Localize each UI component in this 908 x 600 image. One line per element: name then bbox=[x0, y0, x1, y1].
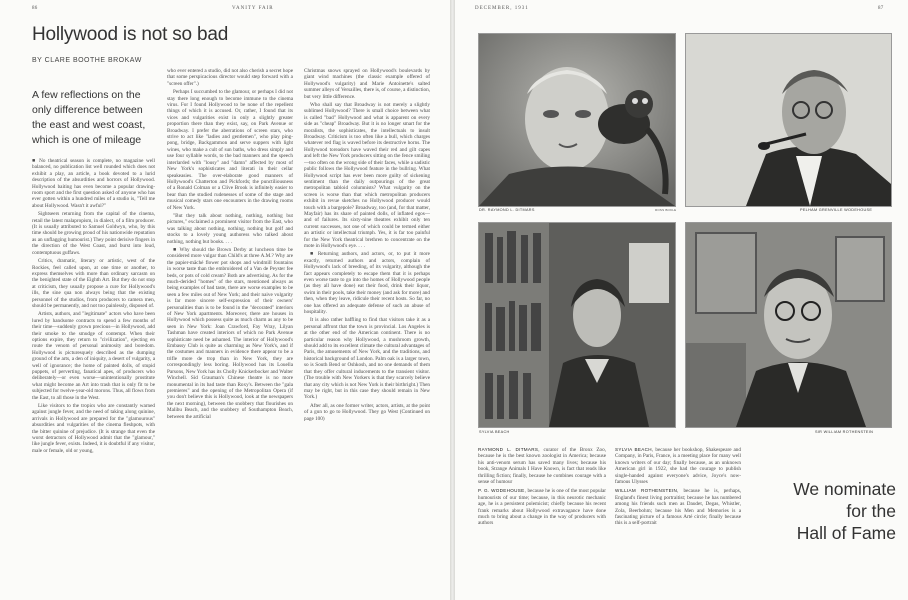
rothenstein-caption: SIR WILLIAM ROTHENSTEIN bbox=[815, 430, 874, 434]
right-running-head: DECEMBER, 1931 bbox=[475, 6, 529, 11]
wodehouse-bio-name: P. G. WODEHOUSE, bbox=[478, 488, 527, 494]
beach-bio-name: SYLVIA BEACH, bbox=[615, 447, 654, 452]
wodehouse-bio-text: because he is one of the most popular humourists of our time; because, in this neurotic mechanic age, he is a persistent polemicist; chiefly because his recent frank remarks about Hollywood extravagance have done much to bring about a change in the way of producers with authors bbox=[478, 488, 606, 527]
rothenstein-bio bbox=[615, 488, 741, 526]
bio-column-1 bbox=[478, 447, 606, 597]
left-folio-number: 86 bbox=[32, 6, 38, 11]
column-3-paragraph: Who shall say that Broadway is not merely a slightly sublimed Hollywood? There is small choice between what is called "bad" Hollywood and what is apparent on every side as "cheap" Broadway. But it is no longer smart for the moralists, the sophisticates, the intellectuals to insult Broadway. Criticism is too often like a bull, which charges whatever red flag is waved before its destructive horns. The Hollywood toreadors have waved their red and gilt capes and left the New York producers sitting on the fence smiling—too often on the wrong side of their faces, while a sadistic public follows the Hollywood feature in the bullring. What Hollywood script has ever been more guilty of sickening sentiment than the daily outpourings of the great metropolitan tabloid columnists? What vulgarity on the screen is worse than that which metropolitan producers exhibit in revue sketches no Hollywood producer would touch with a bargepole? Broadway, too (and, for that matter, Mayfair) has its share of painted dolls, of inflated egos—and of failures. Its sixty-nine theatres exhibit only ten current successes, not one of which could be termed either an artistic or intellectual triumph. Yes, it is far too painful for the New York theatrical brethren to concentrate on the mote in Hollywood's eye. . . . bbox=[304, 102, 430, 249]
wodehouse-portrait-illustration bbox=[686, 34, 891, 206]
wodehouse-bio bbox=[478, 488, 606, 526]
ditmars-bio-text: curator of the Bronx Zoo, because he is the best known zoologist in America; because his anti-venom serum has saved many lives; because his book, Strange Animals I Have Known, is fact that reads like thrilling fiction; finally, because he combines courage with a sense of humour bbox=[478, 447, 606, 486]
rothenstein-bio-text: because he is, perhaps, England's finest living portraitist; because he has numbered among his friends such men as Daudet, Degas, Whistler, Zola, Beerbohm; because his Men and Memories is a fascinating picture of a famous Arté circle; finally because this is a self-portrait bbox=[615, 488, 741, 527]
column-2-paragraph: Perhaps I succumbed to the glamour, or perhaps I did not stay there long enough to become immune to the cinema virus. For I found Hollywood to be none of the repellent things of which it is accused. Or, rather, I found that its vices and vulgarities exist in only a slightly greater proportion there than they exist, say, on Park Avenue or Broadway. I prefer the aberrations of screen stars, who strive to act like "ladies and gentlemen", who play ping-pong, bridge, Backgammon and serve suppers with light wines, who make a cult of sun baths, who dress simply and use four syllable words, to the bad manners and the speech interlarded with "lousy" and "damn" affected by most of New York's sophisticates and literati in their cellar speakeasies. The over-elaborate good manners of Hollywood's Chatterton and Pickfords; the punctiliousness of a Ronald Colman or a Clive Brook is infinitely easier to bear than the studied rudenesses of some of the stage and musical comedy stars one encounters in the drawing rooms of New York. bbox=[167, 89, 293, 211]
hall-of-fame-heading-line: We nominate bbox=[793, 479, 896, 499]
column-3-paragraph: ■ Returning authors, and actors, or, to put it more exactly, returned authors and actors, complain of Hollywood's lack of breeding, of its vulgarity, although the fact appears completely to escape them that it is perhaps even worse taste to go into the homes of Hollywood people (as they all have done) eat their food, drink their liquor, swim in their pools, take their money (and ask for more) and then, when they leave, ridicule their recent hosts. So far, no one has offered an adequate defense of such an abuse of hospitality. bbox=[304, 251, 430, 316]
bio-column-2 bbox=[615, 447, 741, 597]
hall-of-fame-heading bbox=[793, 478, 896, 544]
ditmars-bio-name: RAYMOND L. DITMARS, bbox=[478, 447, 540, 452]
article-column-1 bbox=[32, 158, 155, 594]
beach-bio-text: because her bookshop, Shakespeare and Company, in Paris, France, is a meeting place for many well known writers of our day; finally because, as an unknown American girl in 1922, she had the courage to publish single-handed against everyone's advice, Joyce's now-famous Ulysses bbox=[615, 447, 741, 486]
column-1-paragraph: Artists, authors, and "legitimate" actors who have been lured by handsome contracts to spend a few months of their time—suddenly grown precious—in Hollywood, add their smoke to the smudge of contempt. When their options expire, they return to "civilization", ejecting en route the venom of personal animosity and boredom. Hollywood is picturesquely described as the dumping ground of the arts, a den of iniquity, a desert of vulgarity, a well of ignorance; the home of painted dolls, of stupid puppets, of perverting, fanatical apes, of producers who deliberately—or even worse—unintentionally prostitute what might become an Art into trash that is only fit to be subjected for twelve-year-old morons. Thus, all flows from the East, to all those in the West. bbox=[32, 311, 155, 401]
column-2-paragraph: ■ Why should the Brown Derby at luncheon time be considered more vulgar than Child's at three A.M.? Why are the papier-mâché flower pot shops and windmill fountains in worse taste than the embroidered of a Van de Peyster fee beds, or pots of cold cream? Both are advertising. As for the much-derided "homes" of the stars, mentioned always as being examples of bad taste, there are worse examples to be seen a few miles out of New York; and their naive vulgarity is far more sincere self-expression of their owners' personalities than is to be found in the "decorated" interiors of New York apartments. Moreover, there are houses in Hollywood which possess quite as much charm as any to be seen in New York: Joan Crawford, Fay Wray, Lilyan Tashman have created interiors of which no Park Avenue sophisticate need be ashamed. The interior of Hollywood's Embassy Club is quite as charming as New York's, and if the costumes and manners in evidence there appear to be a trifle more de trop than in New York, they are correspondingly less boring. Hollywood has its Louella Parsons, New York has its Cholly Knickerbocker and Walter Winchell. Sid Grauman's Chinese theatre is no more monumental in its bad taste than Roxy's. Between the "gala premieres" and the opening of the Metropolitan Opera (if you don't believe this is Hollywood, look at the newspapers the next morning), between the snobbery that flourishes on Malibu Beach, and the snobbery of Southampton Beach, between the artificial bbox=[167, 246, 293, 420]
hall-of-fame-heading-line: Hall of Fame bbox=[796, 523, 896, 543]
article-deck: A few reflections on the only difference between the east and west coast, which is one of mileage bbox=[32, 89, 146, 146]
right-page bbox=[455, 0, 908, 600]
ditmars-portrait-photo bbox=[478, 33, 676, 207]
hall-of-fame-heading-line: for the bbox=[846, 501, 896, 521]
column-3-paragraph: It is also rather baffling to find that visitors take it as a personal affront that the town is provincial. Los Angeles is at the other end of the American continent. There is no particular reason why Hollywood, a mushroom growth, should add to its excellent climate the cultural advantages of Paris, the amusements of New York, and the traditions, and historical background of London. Palm oak is a larger town, so is South Bend or Oshkosh, and no one demands of them that they offer cultural inducements to the transient visitor. (The trouble with New Yorkers is that they scarcely believe that any city which is not New York is their birthright.) Then may be right, but in this case they should remain in New York.) bbox=[304, 317, 430, 401]
column-2-paragraph: who ever entered a studio, did not also cherish a secret hope that some perspicacious director would step forward with a "screen offer".) bbox=[167, 68, 293, 87]
beach-bio bbox=[615, 447, 741, 485]
column-3-paragraph: Christmas snows sprayed on Hollywood's boulevards by giant wind machines (the classic example offered of Hollywood's vulgarity) and Marie Antoinette's salted summer alleys of Versailles, there is, of course, a distinction, but very little difference. bbox=[304, 68, 430, 100]
ditmars-bio bbox=[478, 447, 606, 485]
wodehouse-portrait-photo bbox=[685, 33, 892, 207]
column-1-paragraph: Like visitors to the tropics who are constantly warned against jungle fever, and the need of taking along quinine, arrivals in Hollywood are prepared for the "glamourous" absurdities and vulgarities of the cinema fleshpots, with the bitter quinine of prejudice. (It is strange that even the worst detractors of Hollywood admit that the "glamour," like jungle fever, exists. Indeed, it is doubtful if any visitor, male or female, old or young, bbox=[32, 403, 155, 454]
rothenstein-portrait-illustration bbox=[686, 223, 891, 427]
left-page bbox=[0, 0, 450, 600]
column-1-paragraph: Critics, dramatic, literary or artistic, west of the Rockies, feel called upon, at one time or another, to express themselves with more than ordinary sarcasm on the benighted state of the Eighth Art. But they do not stop at criticism, they usually propose a cure for Hollywood's ills, the sine qua non always being that the existing personnel of the studios, from producers to camera men, should be permanently, and not too painlessly, disposed of. bbox=[32, 258, 155, 309]
ditmars-portrait-illustration bbox=[479, 34, 675, 206]
article-column-2 bbox=[167, 68, 293, 594]
column-2-paragraph: "But they talk about nothing, nothing, nothing but pictures," exclaimed a prominent visitor from the East, who was talking about nothing, nothing, nothing but golf and stocks to a lovely young authoress who talked about nothing, nothing but books. . . . bbox=[167, 212, 293, 245]
article-byline: BY CLARE BOOTHE BROKAW bbox=[32, 57, 142, 64]
beach-portrait-illustration bbox=[479, 223, 675, 427]
rothenstein-bio-name: WILLIAM ROTHENSTEIN, bbox=[615, 488, 679, 494]
article-column-3 bbox=[304, 68, 430, 594]
wodehouse-caption: PELHAM GRENVILLE WODEHOUSE bbox=[800, 208, 873, 212]
beach-caption: SYLVIA BEACH bbox=[479, 430, 510, 434]
ditmars-caption: DR. RAYMOND L. DITMARS bbox=[479, 208, 535, 212]
column-1-paragraph: ■ No theatrical season is complete, no magazine well balanced, no publication list well rounded which does not exhibit a play, an article, a book devoted to a lurid description of the absurdities and horrors of Hollywood. Hollywood baiting has even become a popular drawing-room sport and the first question asked of anyone who has ever gotten within a hundred miles of a studio is, "Tell me about Hollywood. Wasn't it awful?" bbox=[32, 158, 155, 209]
rothenstein-portrait-photo bbox=[685, 222, 892, 428]
article-title: Hollywood is not so bad bbox=[32, 24, 229, 45]
right-folio-number: 87 bbox=[878, 6, 884, 11]
column-1-paragraph: Sightseers returning from the capital of the cinema, retail the latest malapropism, in dialect, of a film producer. (It is usually attributed to Samuel Goldwyn, who, by this time should be growing proud of his nationwide reputation as an unflagging humourist.) They point derisive fingers in the direction of the West Coast, and burst into loud, contemptuous guffaws. bbox=[32, 211, 155, 256]
beach-portrait-photo bbox=[478, 222, 676, 428]
left-running-head: VANITY FAIR bbox=[232, 6, 274, 11]
ditmars-photo-credit: ROSS BOKLE bbox=[655, 208, 677, 212]
column-3-paragraph: After all, as one former writer, actors, artists, at the point of a gun to go to Hollywood. They go West (Continued on page 100) bbox=[304, 402, 430, 422]
